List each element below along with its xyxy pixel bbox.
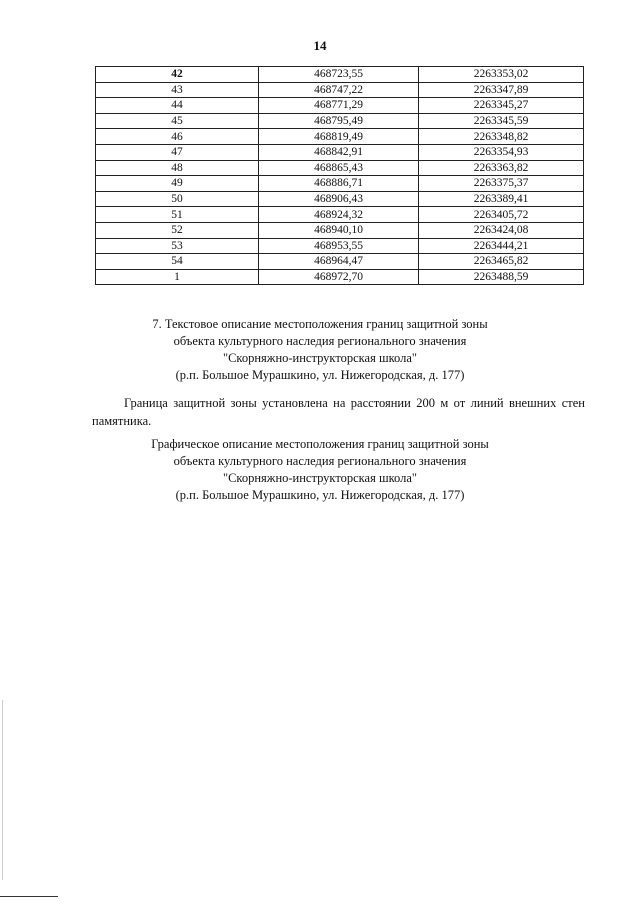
y-coordinate-cell: 2263465,82 (419, 254, 584, 270)
x-coordinate-cell: 468924,32 (259, 207, 419, 223)
x-coordinate-cell: 468819,49 (259, 129, 419, 145)
x-coordinate-cell: 468842,91 (259, 144, 419, 160)
x-coordinate-cell: 468747,22 (259, 82, 419, 98)
point-number-cell: 1 (96, 269, 259, 285)
table-row (96, 207, 584, 223)
table-row (96, 191, 584, 207)
graphic-description-line: объекта культурного наследия регионального значения (173, 454, 467, 468)
point-number-cell: 54 (96, 254, 259, 270)
table-row (96, 113, 584, 129)
x-coordinate-cell: 468940,10 (259, 222, 419, 238)
point-number-cell: 45 (96, 113, 259, 129)
point-number-cell: 47 (96, 144, 259, 160)
y-coordinate-cell: 2263353,02 (419, 67, 584, 83)
text-description-line: (р.п. Большое Мурашкино, ул. Нижегородская, д. 177) (175, 368, 465, 382)
scan-footer-line (0, 896, 58, 897)
point-number-cell: 43 (96, 82, 259, 98)
point-number-cell: 48 (96, 160, 259, 176)
point-number-cell: 52 (96, 222, 259, 238)
point-number-cell: 51 (96, 207, 259, 223)
y-coordinate-cell: 2263424,08 (419, 222, 584, 238)
graphic-description-line: "Скорняжно-инструкторская школа" (222, 471, 418, 485)
y-coordinate-cell: 2263363,82 (419, 160, 584, 176)
table-row (96, 129, 584, 145)
x-coordinate-cell: 468795,49 (259, 113, 419, 129)
page-number: 14 (313, 38, 327, 53)
coordinates-table (95, 66, 584, 285)
table-row (96, 238, 584, 254)
x-coordinate-cell: 468964,47 (259, 254, 419, 270)
x-coordinate-cell: 468886,71 (259, 176, 419, 192)
x-coordinate-cell: 468953,55 (259, 238, 419, 254)
y-coordinate-cell: 2263375,37 (419, 176, 584, 192)
boundary-paragraph: Граница защитной зоны установлена на расстоянии 200 м от линий внешних стен памятника. (92, 396, 585, 428)
table-row (96, 176, 584, 192)
point-number-cell: 53 (96, 238, 259, 254)
table-row (96, 67, 584, 83)
x-coordinate-cell: 468865,43 (259, 160, 419, 176)
x-coordinate-cell: 468906,43 (259, 191, 419, 207)
y-coordinate-cell: 2263405,72 (419, 207, 584, 223)
x-coordinate-cell: 468771,29 (259, 98, 419, 114)
table-row (96, 82, 584, 98)
point-number-cell: 42 (96, 67, 259, 83)
table-row (96, 160, 584, 176)
text-description-line: объекта культурного наследия регионального значения (173, 334, 467, 348)
scan-margin-line (2, 700, 3, 880)
y-coordinate-cell: 2263345,59 (419, 113, 584, 129)
graphic-description-line: Графическое описание местоположения границ защитной зоны (151, 437, 489, 451)
text-description-heading (0, 316, 640, 384)
table-row (96, 222, 584, 238)
graphic-description-heading (0, 436, 640, 504)
point-number-cell: 46 (96, 129, 259, 145)
text-description-line: 7. Текстовое описание местоположения границ защитной зоны (152, 317, 488, 331)
x-coordinate-cell: 468723,55 (259, 67, 419, 83)
point-number-cell: 49 (96, 176, 259, 192)
y-coordinate-cell: 2263389,41 (419, 191, 584, 207)
y-coordinate-cell: 2263354,93 (419, 144, 584, 160)
graphic-description-line: (р.п. Большое Мурашкино, ул. Нижегородская, д. 177) (175, 488, 465, 502)
table-row (96, 254, 584, 270)
y-coordinate-cell: 2263444,21 (419, 238, 584, 254)
table-row (96, 98, 584, 114)
text-description-line: "Скорняжно-инструкторская школа" (222, 351, 418, 365)
table-row (96, 144, 584, 160)
y-coordinate-cell: 2263348,82 (419, 129, 584, 145)
point-number-cell: 50 (96, 191, 259, 207)
y-coordinate-cell: 2263488,59 (419, 269, 584, 285)
table-row (96, 269, 584, 285)
coordinates-table-body (96, 67, 584, 285)
y-coordinate-cell: 2263345,27 (419, 98, 584, 114)
point-number-cell: 44 (96, 98, 259, 114)
y-coordinate-cell: 2263347,89 (419, 82, 584, 98)
x-coordinate-cell: 468972,70 (259, 269, 419, 285)
